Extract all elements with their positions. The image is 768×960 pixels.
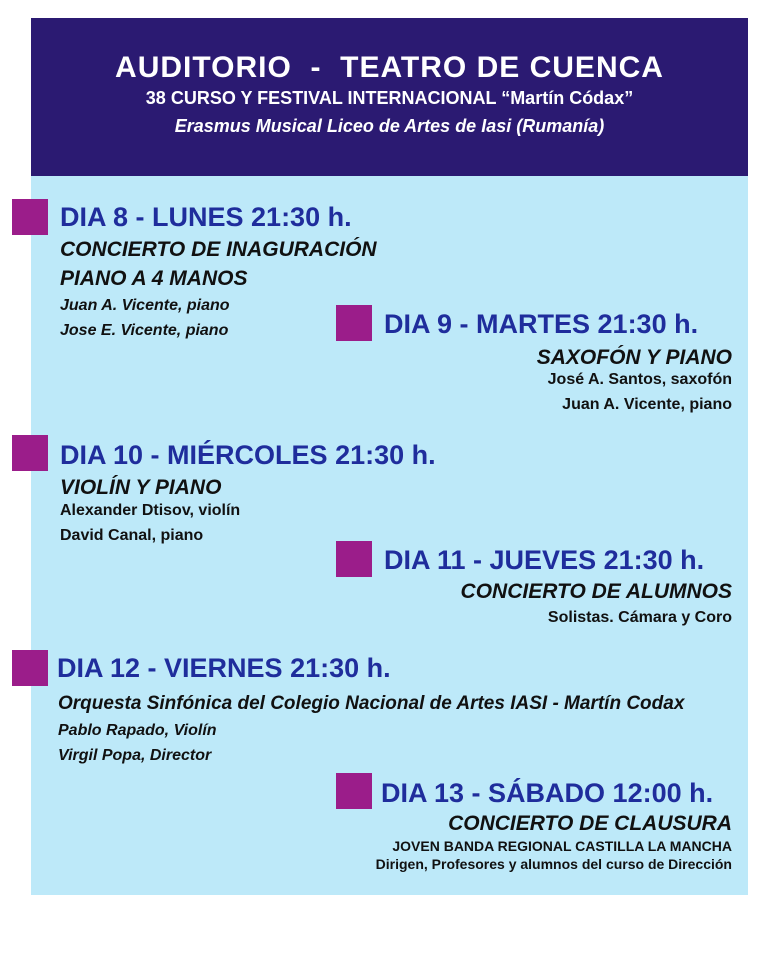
- event-time: 21:30 h.: [603, 545, 705, 575]
- event-day-label: DIA 11 - JUEVES: [384, 545, 597, 575]
- event-time: 12:00 h.: [612, 778, 714, 808]
- festival-subtitle: 38 CURSO Y FESTIVAL INTERNACIONAL “Martín Códax”: [145, 88, 634, 108]
- event-day: [381, 778, 713, 809]
- event-performer: JOVEN BANDA REGIONAL CASTILLA LA MANCHA: [392, 838, 732, 854]
- event-day-label: DIA 12 - VIERNES: [57, 653, 283, 683]
- event-program: CONCIERTO DE INAGURACIÓN: [60, 238, 377, 261]
- event-program: CONCIERTO DE ALUMNOS: [460, 580, 732, 603]
- event-performer: Solistas. Cámara y Coro: [547, 609, 732, 626]
- event-program: PIANO A 4 MANOS: [60, 267, 248, 290]
- event-day: [384, 309, 698, 340]
- event-time: 21:30 h.: [597, 309, 699, 339]
- event-performer: José A. Santos, saxofón: [547, 371, 732, 388]
- event-performer: Jose E. Vicente, piano: [60, 322, 229, 339]
- venue-title: AUDITORIO - TEATRO DE CUENCA: [115, 51, 664, 84]
- event-performer: David Canal, piano: [60, 527, 204, 544]
- event-time: 21:30 h.: [335, 440, 436, 470]
- event-marker-square: [336, 541, 372, 577]
- event-performer: Juan A. Vicente, piano: [562, 396, 732, 413]
- event-day-label: DIA 8 - LUNES: [60, 202, 244, 232]
- event-marker-square: [336, 305, 372, 341]
- event-performer: Juan A. Vicente, piano: [60, 297, 230, 314]
- event-day: [384, 545, 704, 576]
- event-performer: Alexander Dtisov, violín: [60, 502, 241, 519]
- event-performer: Dirigen, Profesores y alumnos del curso de Dirección: [375, 856, 732, 872]
- event-day-label: DIA 13 - SÁBADO: [381, 778, 606, 808]
- event-performer: Pablo Rapado, Violín: [58, 722, 217, 739]
- event-day: [60, 202, 352, 233]
- erasmus-subtitle: Erasmus Musical Liceo de Artes de Iasi (Rumanía): [174, 116, 605, 136]
- event-day: [57, 653, 391, 684]
- event-marker-square: [12, 199, 48, 235]
- event-program: SAXOFÓN Y PIANO: [536, 346, 732, 369]
- event-time: 21:30 h.: [290, 653, 391, 683]
- event-day-label: DIA 10 - MIÉRCOLES: [60, 440, 328, 470]
- event-marker-square: [12, 435, 48, 471]
- event-performer: Virgil Popa, Director: [58, 747, 212, 764]
- event-program: Orquesta Sinfónica del Colegio Nacional de Artes IASI - Martín Codax: [58, 693, 685, 714]
- event-program: CONCIERTO DE CLAUSURA: [448, 812, 732, 835]
- event-day: [60, 440, 436, 471]
- event-program: VIOLÍN Y PIANO: [60, 476, 222, 499]
- poster-header: [31, 18, 748, 176]
- event-time: 21:30 h.: [251, 202, 352, 232]
- event-marker-square: [12, 650, 48, 686]
- event-marker-square: [336, 773, 372, 809]
- event-day-label: DIA 9 - MARTES: [384, 309, 591, 339]
